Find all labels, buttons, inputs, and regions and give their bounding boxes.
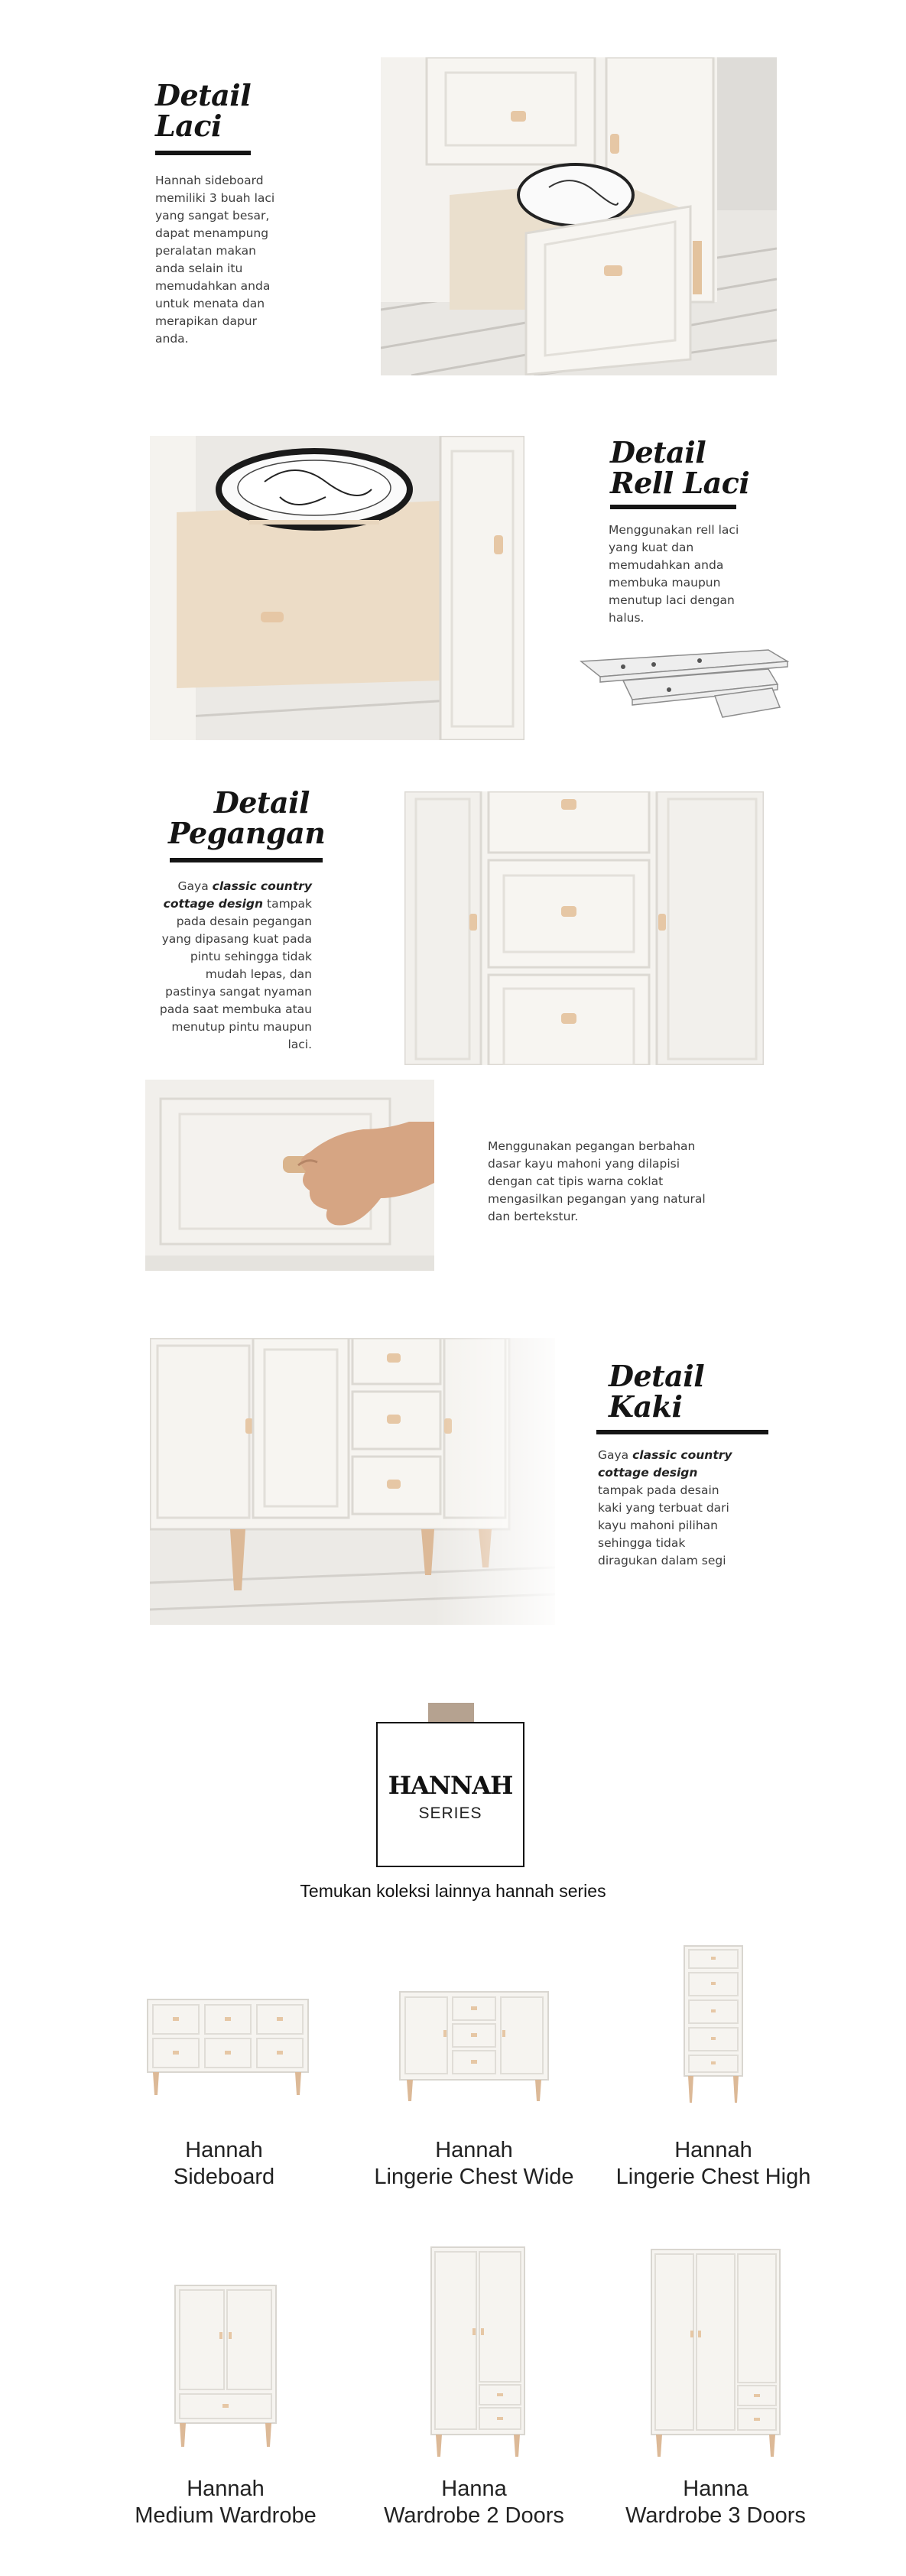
laci-text: Hannah sideboard memiliki 3 buah laci yang sangat besar, dapat menampung peralatan makan anda selain itu memudahkan anda untuk menata dan merapikan dapur anda. <box>155 174 275 346</box>
hannah-series-logo <box>376 1722 524 1867</box>
leg-sideboard-photo <box>150 1338 555 1625</box>
rell-title-rule <box>610 505 736 509</box>
pegangan-text-emphasis: classic country cottage design <box>163 879 312 911</box>
kaki-text-emphasis: classic country cottage design <box>598 1448 732 1480</box>
rell-text: Menggunakan rell laci yang kuat dan memudahkan anda membuka maupun menutup laci dengan halus. <box>609 523 739 625</box>
drawer-plates-photo <box>150 436 524 740</box>
laci-title-line1: Detail <box>155 78 252 112</box>
pegangan-title-line1: Detail <box>213 785 310 820</box>
handle-cabinet-photo <box>404 791 764 1065</box>
product-image-lingerie-chest-high[interactable] <box>682 1944 745 2104</box>
logo-brand: HANNAH <box>388 1771 513 1800</box>
rell-title <box>610 437 749 499</box>
kaki-title-rule <box>596 1430 768 1434</box>
rell-title-line2: Rell Laci <box>610 466 750 500</box>
product-label-lingerie-chest-wide[interactable] <box>336 2137 612 2191</box>
logo-series: SERIES <box>418 1804 482 1822</box>
kaki-text-pre: Gaya <box>598 1448 633 1462</box>
pegangan-text <box>151 878 312 1054</box>
kaki-title-line1: Detail <box>609 1359 705 1393</box>
kaki-title <box>609 1361 704 1422</box>
pegangan-title-line2: Pegangan <box>168 816 326 850</box>
product-label-wardrobe-3-doors[interactable] <box>578 2476 853 2529</box>
product-label-line2: Wardrobe 2 Doors <box>384 2503 564 2528</box>
pegangan-text-pre: Gaya <box>177 879 213 893</box>
drawer-rail-image <box>577 635 791 723</box>
pegangan-title <box>168 785 326 850</box>
product-image-medium-wardrobe[interactable] <box>172 2282 279 2449</box>
product-image-lingerie-chest-wide[interactable] <box>398 1988 550 2103</box>
product-label-line2: Medium Wardrobe <box>135 2503 317 2528</box>
product-label-sideboard[interactable] <box>86 2137 362 2191</box>
product-label-line1: Hannah <box>187 2477 265 2501</box>
product-label-line1: Hanna <box>441 2477 507 2501</box>
product-label-medium-wardrobe[interactable] <box>88 2476 363 2529</box>
laci-title <box>155 80 251 141</box>
rell-title-line1: Detail <box>610 435 706 469</box>
product-image-wardrobe-2-doors[interactable] <box>428 2244 528 2458</box>
product-label-lingerie-chest-high[interactable] <box>576 2137 851 2191</box>
product-label-line1: Hanna <box>683 2477 749 2501</box>
kaki-text-post: tampak pada desain kaki yang terbuat dari kayu mahoni pilihan sehingga tidak diragukan dalam segi <box>598 1483 729 1567</box>
product-label-line2: Lingerie Chest High <box>615 2165 811 2189</box>
product-image-wardrobe-3-doors[interactable] <box>648 2246 783 2458</box>
product-label-line1: Hannah <box>674 2138 752 2162</box>
pegangan-text-post: tampak pada desain pegangan yang dipasang kuat pada pintu sehingga tidak mudah lepas, dan pastinya sangat nyaman pada saat membuka atau menutup pintu maupun laci. <box>159 897 312 1051</box>
product-image-sideboard[interactable] <box>144 1996 312 2099</box>
kaki-title-line2: Kaki <box>609 1389 683 1424</box>
product-label-line1: Hannah <box>185 2138 263 2162</box>
laci-title-line2: Laci <box>155 109 222 143</box>
kaki-text <box>598 1447 736 1570</box>
product-label-line2: Wardrobe 3 Doors <box>625 2503 806 2528</box>
drawer-open-photo <box>381 57 777 375</box>
product-label-line2: Lingerie Chest Wide <box>374 2165 574 2189</box>
collection-heading: Temukan koleksi lainnya hannah series <box>300 1881 606 1901</box>
hand-handle-photo <box>145 1080 434 1271</box>
product-label-line2: Sideboard <box>173 2165 275 2189</box>
product-label-line1: Hannah <box>435 2138 513 2162</box>
pegangan-text2: Menggunakan pegangan berbahan dasar kayu mahoni yang dilapisi dengan cat tipis warna coklat mengasilkan pegangan yang natural dan bertekstur. <box>488 1139 706 1223</box>
product-label-wardrobe-2-doors[interactable] <box>336 2476 612 2529</box>
pegangan-title-rule <box>170 858 323 862</box>
laci-title-rule <box>155 151 251 155</box>
